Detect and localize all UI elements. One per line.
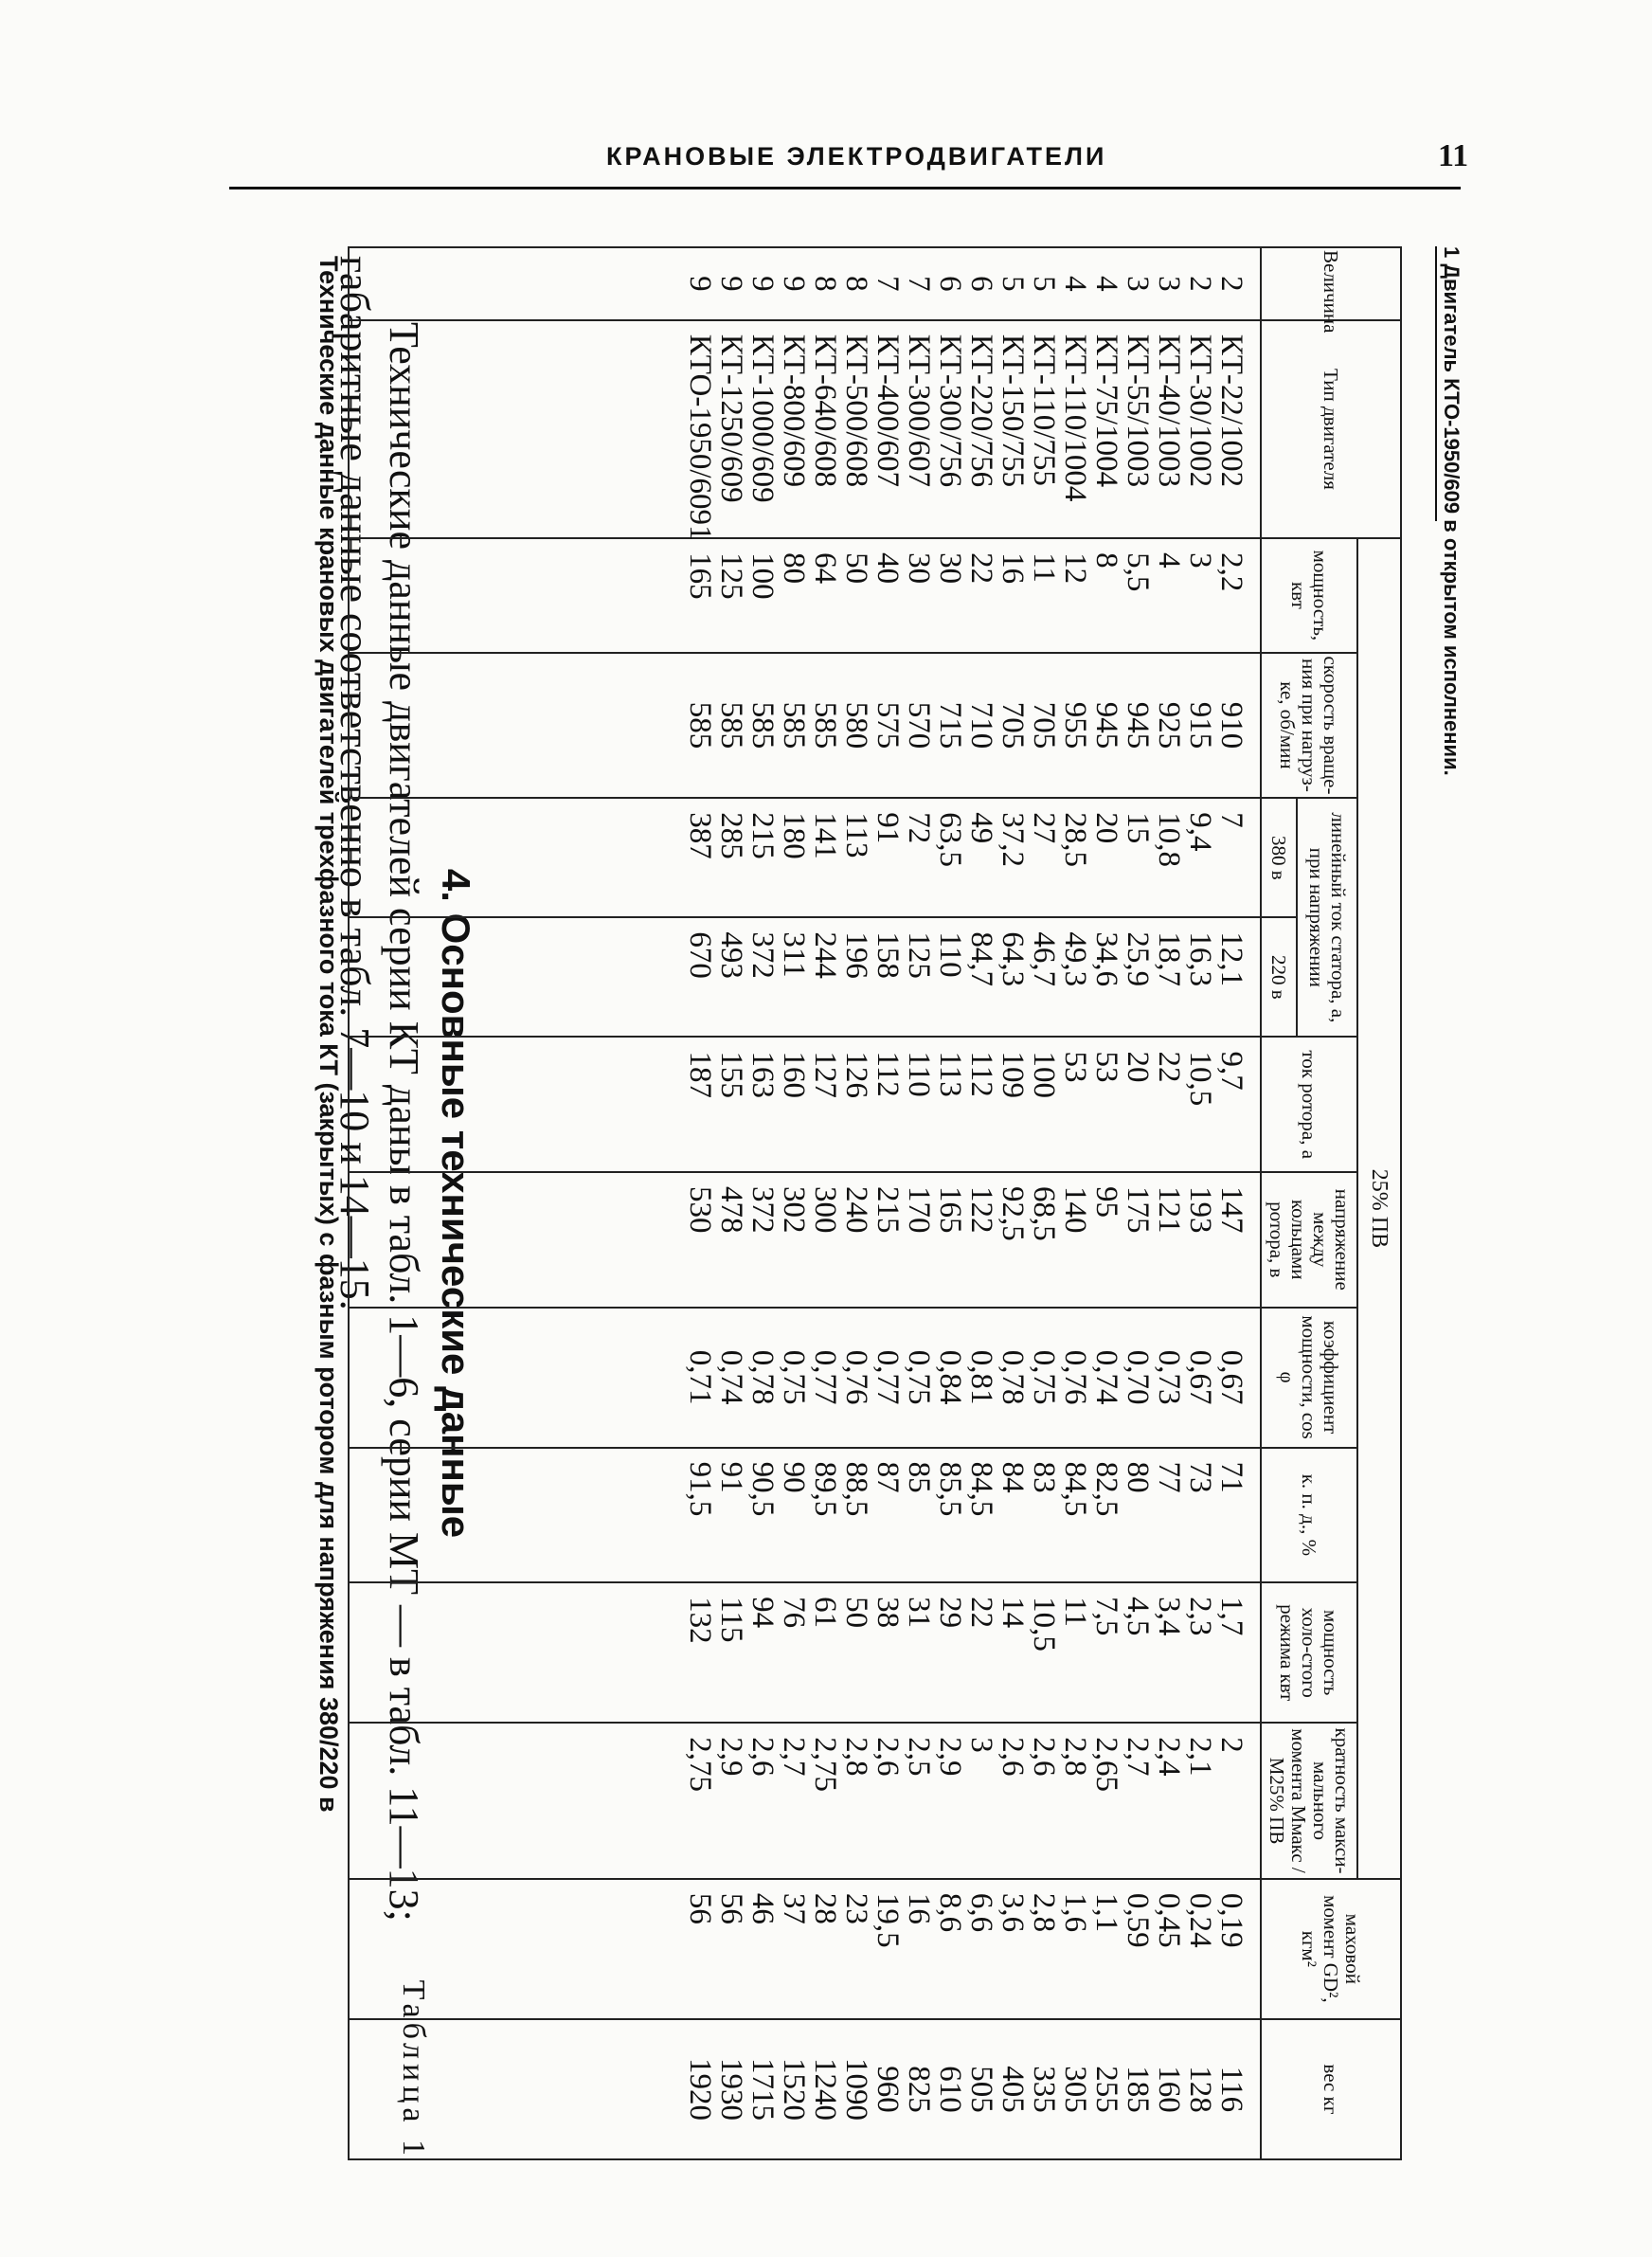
header-speed: скорость враще-ния при нагруз-ке, об/мин	[1261, 653, 1357, 799]
running-head: КРАНОВЫЕ ЭЛЕКТРОДВИГАТЕЛИ	[606, 142, 1107, 171]
header-rotor-voltage: напряжение между кольцами ротора, в	[1261, 1172, 1357, 1308]
header-power: мощность, квт	[1261, 538, 1357, 653]
footnote-rule	[1435, 246, 1437, 521]
col-i220: 12,1 16,3 18,7 25,9 34,6 49,3 46,7 64,3 84,7 110 125 158 196 244 311 372 493 670	[349, 917, 1261, 1037]
header-weight: вес кг	[1261, 2019, 1401, 2159]
table-label: Таблица 1	[396, 1979, 431, 2160]
col-size: 2 2 3 3 4 4 5 5 6 6 7 7 8 8 9 9 9 9	[349, 247, 1261, 320]
col-rotor-voltage: 147 193 121 175 95 140 68,5 92,5 122 165 170 215 240 300 302 372 478 530	[349, 1172, 1261, 1308]
header-torque-ratio: кратность макси-мального момента Mмакс / M25% ПВ	[1261, 1723, 1357, 1879]
header-idle-power: мощность холо-стого режима квт	[1261, 1582, 1357, 1723]
col-power: 2,2 3 4 5,5 8 12 11 16 22 30 30 40 50 64 80 100 125 165	[349, 538, 1261, 653]
col-type: КТ-22/1002 КТ-30/1002 КТ-40/1003 КТ-55/1003 КТ-75/1004 КТ-110/1004 КТ-110/755 КТ-150/755 КТ-220/756 КТ-300/756 КТ-300/607 КТ-400/607 КТ-500/608 КТ-640/608 КТ-800/609 КТ-1000/609 КТ-1250/609 КТО-1950/6091	[349, 320, 1261, 538]
rotated-content	[242, 237, 1463, 2170]
data-table	[360, 246, 1402, 2160]
header-rule	[229, 187, 1461, 190]
col-weight: 116 128 160 185 255 305 335 405 505 610 825 960 1090 1240 1520 1715 1930 1920	[349, 2019, 1261, 2159]
header-stator-current: линейный ток статора, а, при напряжении	[1297, 798, 1357, 1037]
header-size: Величина	[1261, 247, 1401, 320]
section-title: 4. Основные технические данные	[434, 868, 478, 1539]
col-cos: 0,67 0,67 0,73 0,70 0,74 0,76 0,75 0,78 0,81 0,84 0,75 0,77 0,76 0,77 0,75 0,78 0,74 0,71	[349, 1308, 1261, 1448]
col-eff: 71 73 77 80 82,5 84,5 83 84 84,5 85,5 85 87 88,5 89,5 90 90,5 91 91,5	[349, 1448, 1261, 1583]
col-gd2: 0,19 0,24 0,45 0,59 1,1 1,6 2,8 3,6 6,6 8,6 16 19,5 23 28 37 46 56 56	[349, 1879, 1261, 2019]
header-eff: к. п. д., %	[1261, 1448, 1357, 1583]
col-i380: 7 9,4 10,8 15 20 28,5 27 37,2 49 63,5 72 91 113 141 180 215 285 387	[349, 798, 1261, 917]
header-type: Тип двигателя	[1261, 320, 1401, 538]
intro-line-2: габаритные данные соответственно в табл. 7—10 и 14—15.	[332, 256, 378, 1310]
header-cos: коэффициент мощности, cos φ	[1261, 1308, 1357, 1448]
page-number: 11	[1438, 138, 1469, 173]
header-pv: 25% ПВ	[1357, 538, 1401, 1879]
header-380v: 380 в	[1261, 798, 1297, 917]
header-gd2: маховой момент GD², кгм²	[1261, 1879, 1401, 2019]
col-torque-ratio: 2 2,1 2,4 2,7 2,65 2,8 2,6 2,6 3 2,9 2,5 2,6 2,8 2,75 2,7 2,6 2,9 2,75	[349, 1723, 1261, 1879]
footnote: 1 Двигатель КТО-1950/609 в открытом исполнении.	[1440, 246, 1463, 776]
intro-line-1: Технические данные двигателей серии КТ даны в табл. 1—6, серии МТ — в табл. 11—13;	[381, 322, 427, 1922]
header-220v: 220 в	[1261, 917, 1297, 1037]
col-rotor-current: 9,7 10,5 22 20 53 53 100 109 112 113 110 112 126 127 160 163 155 187	[349, 1037, 1261, 1172]
col-idle-power: 1,7 2,3 3,4 4,5 7,5 11 10,5 14 22 29 31 38 50 61 76 94 115 132	[349, 1582, 1261, 1723]
table-caption: Технические данные крановых двигателей трехфазного тока КТ (закрытых) с фазным ротором для напряжения 380/220 в	[314, 256, 343, 1813]
col-speed: 910 915 925 945 945 955 705 705 710 715 570 575 580 585 585 585 585 585	[349, 653, 1261, 799]
header-rotor-current: ток ротора, а	[1261, 1037, 1357, 1172]
